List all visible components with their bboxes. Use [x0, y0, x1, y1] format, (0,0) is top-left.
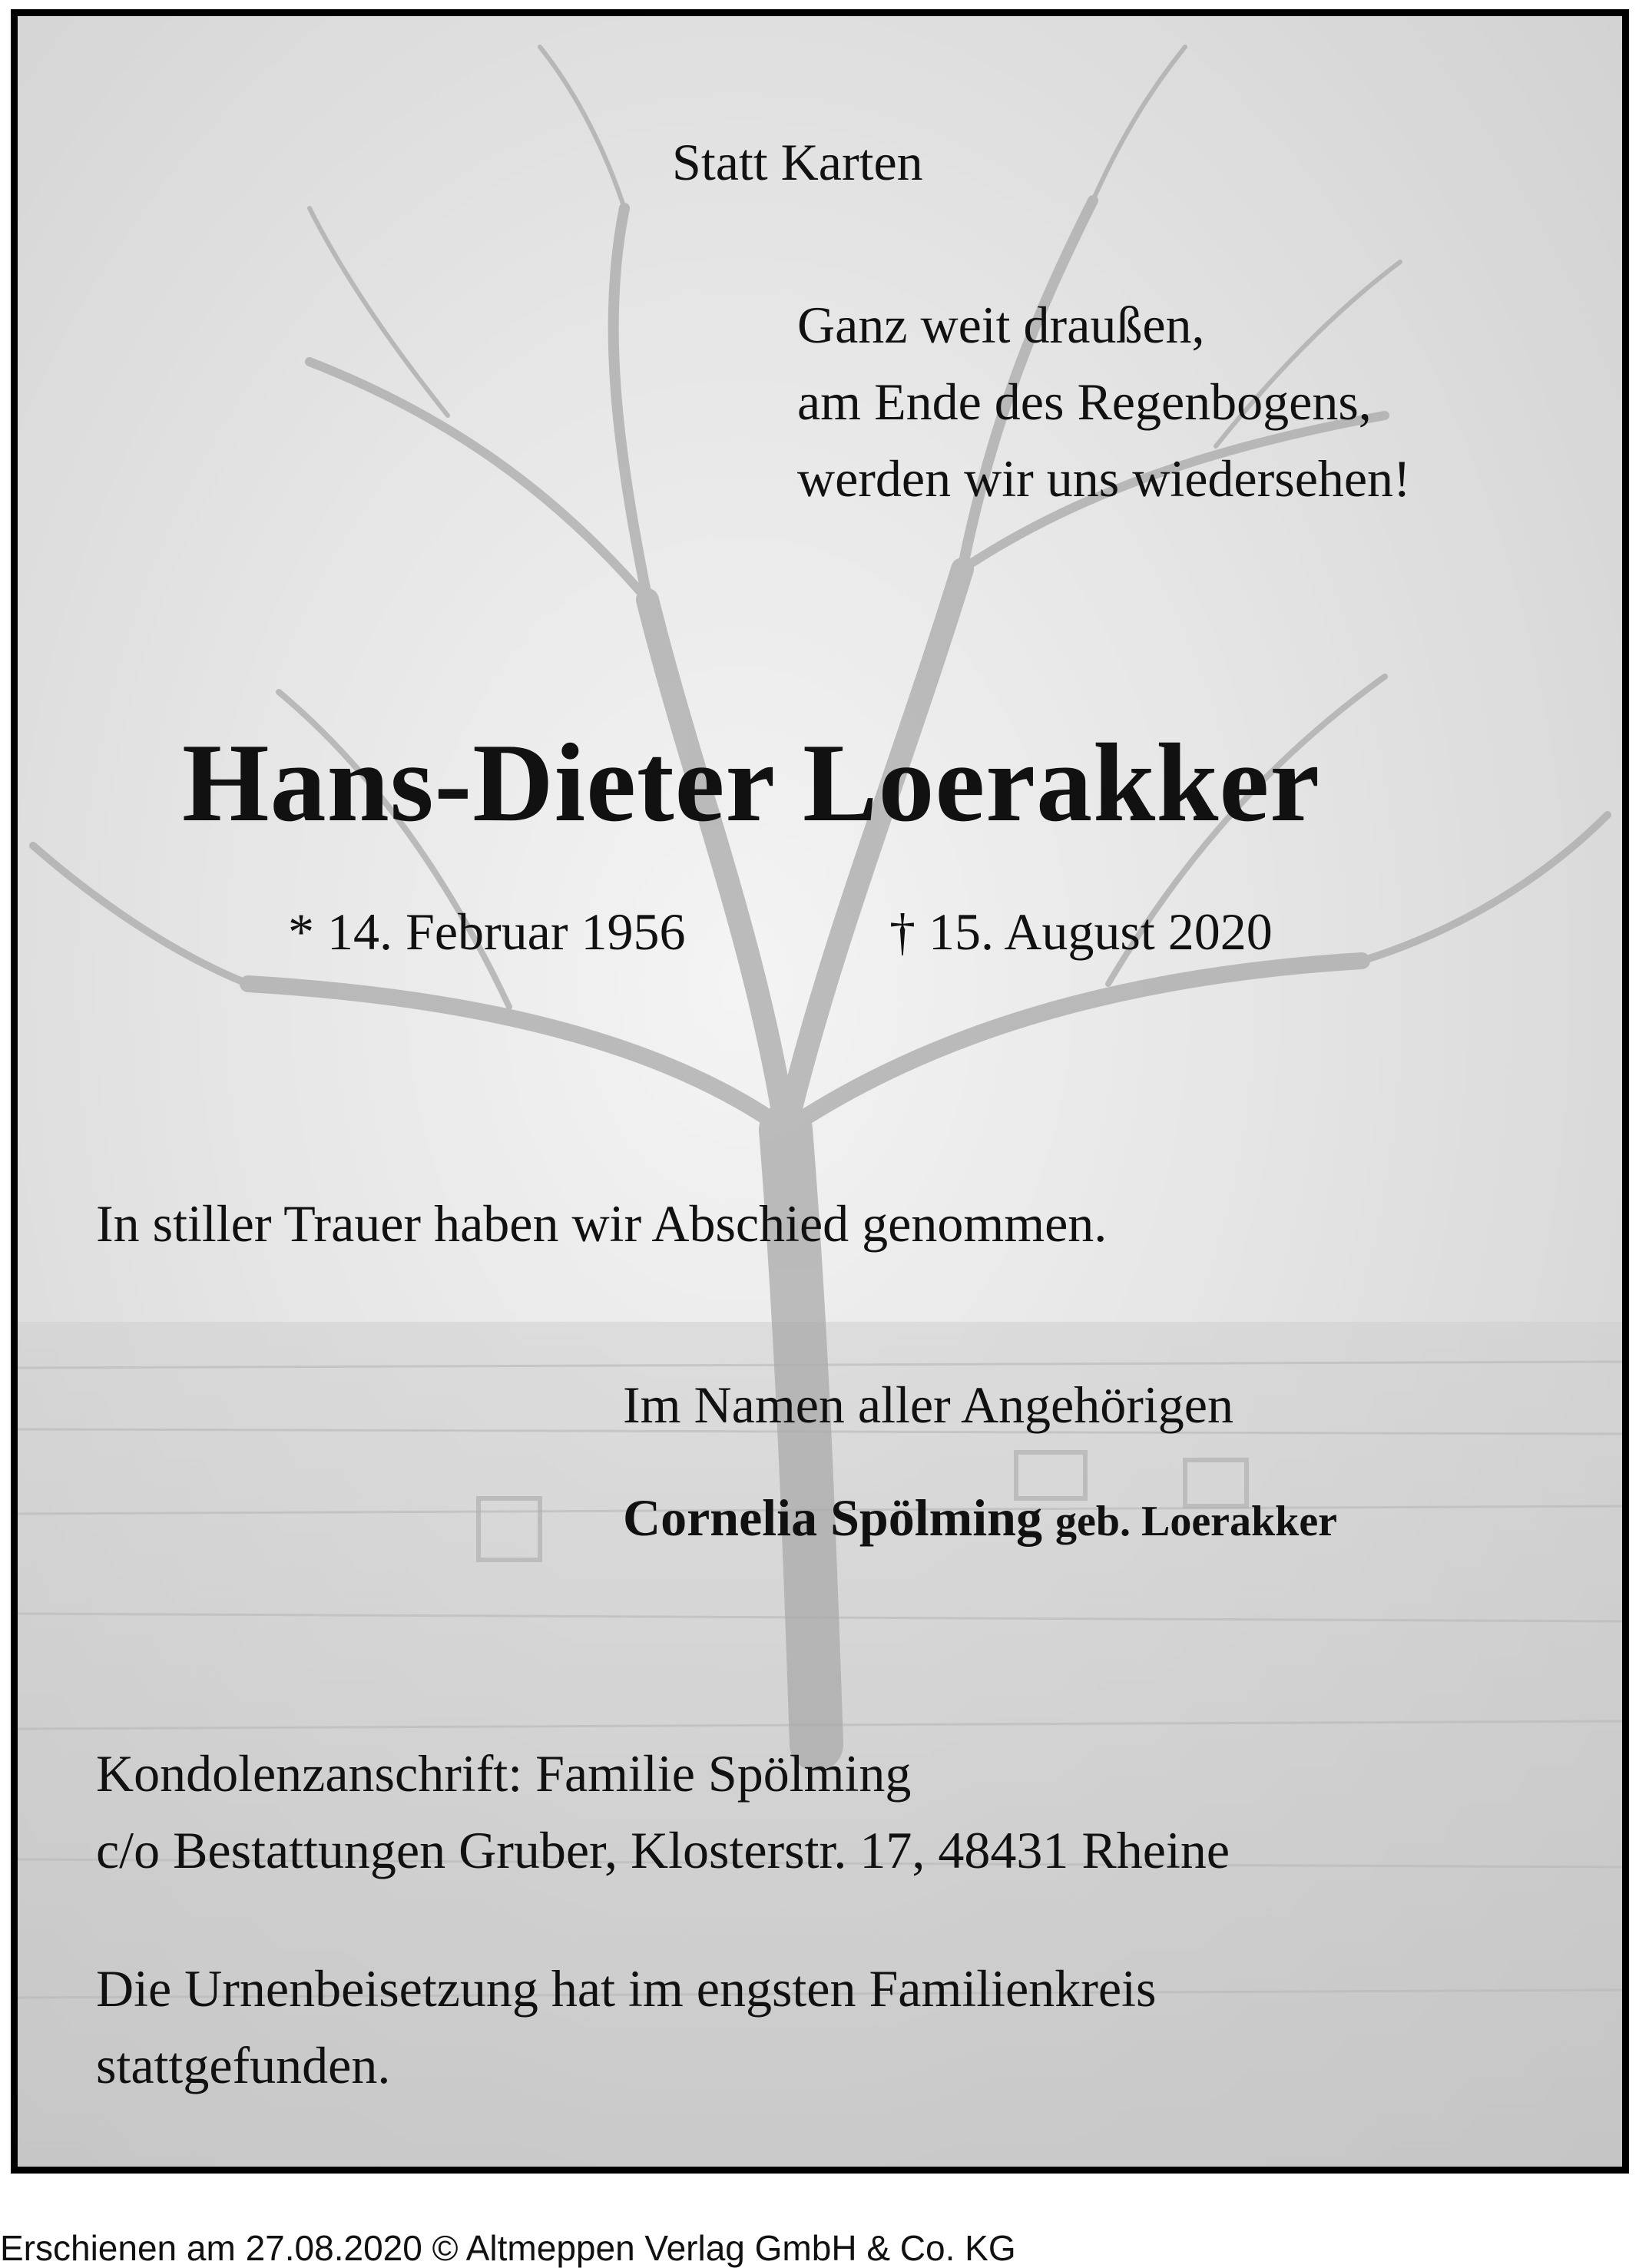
death-date: † 15. August 2020: [889, 902, 1273, 961]
obituary-notice: [11, 9, 1629, 2174]
signer: [623, 1479, 1337, 1560]
burial-note-line-2: stattgefunden.: [96, 2036, 391, 2094]
on-behalf-text: Im Namen aller Angehörigen: [623, 1376, 1233, 1434]
publication-footer: Erschienen am 27.08.2020 © Altmeppen Verlag GmbH & Co. KG: [0, 2228, 1016, 2268]
birth-date: * 14. Februar 1956: [288, 902, 686, 961]
farewell-text: In stiller Trauer haben wir Abschied genommen.: [96, 1194, 1108, 1253]
condolence-address-line-1: Kondolenzanschrift: Familie Spölming: [96, 1744, 912, 1803]
quote-line-3: werden wir uns wiedersehen!: [797, 449, 1411, 508]
burial-note-line-1: Die Urnenbeisetzung hat im engsten Familienkreis: [96, 1959, 1157, 2018]
deceased-name: Hans-Dieter Loerakker: [182, 720, 1321, 845]
quote-line-2: am Ende des Regenbogens,: [797, 372, 1372, 431]
condolence-address-line-2: c/o Bestattungen Gruber, Klosterstr. 17, 48431 Rheine: [96, 1821, 1230, 1879]
quote-line-1: Ganz weit draußen,: [797, 296, 1205, 354]
header-statt-karten: Statt Karten: [672, 133, 923, 191]
signer-name: Cornelia Spölming: [623, 1488, 1042, 1547]
signer-maiden-name: geb. Loerakker: [1055, 1498, 1338, 1545]
